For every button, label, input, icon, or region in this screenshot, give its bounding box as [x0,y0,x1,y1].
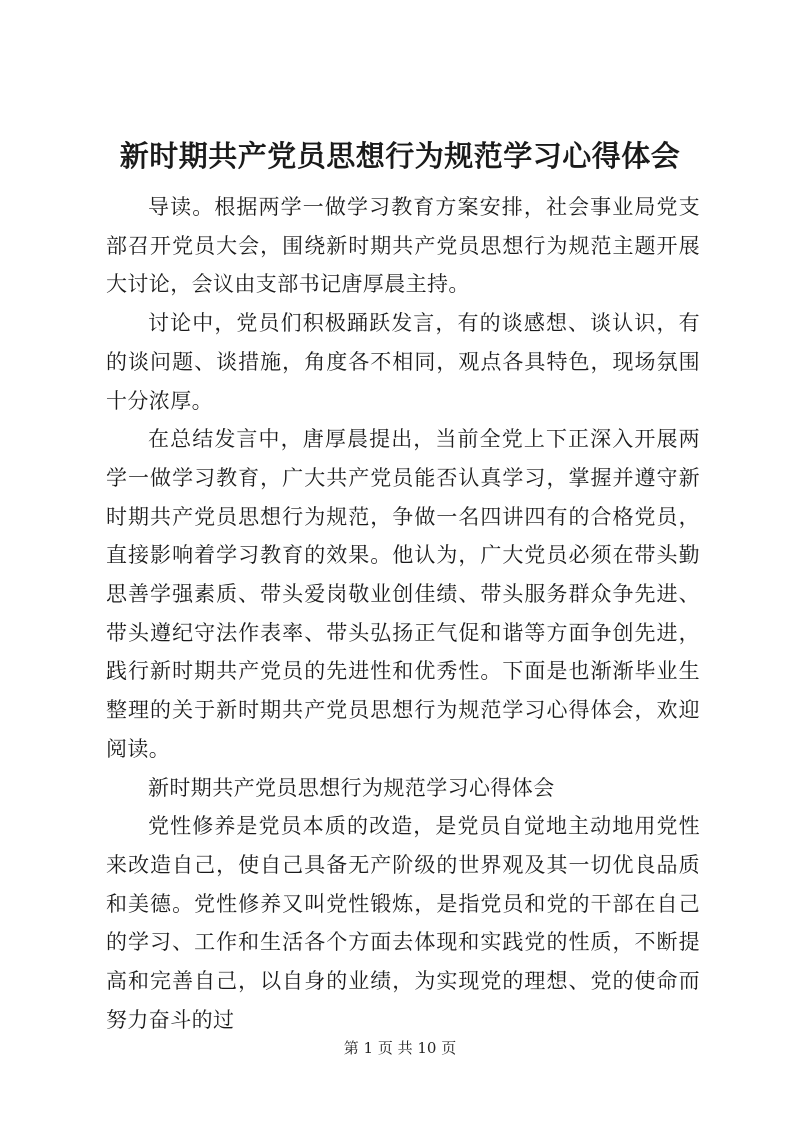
paragraph-party-spirit: 党性修养是党员本质的改造，是党员自觉地主动地用党性来改造自己，使自己具备无产阶级的世界观及其一切优良品质和美德。党性修养又叫党性锻炼，是指党员和党的干部在自己的学习、工作和生活各个方面去体现和实践党的性质，不断提高和完善自己，以自身的业绩，为实现党的理想、党的使命而努力奋斗的过 [106,814,700,1032]
document-body [106,188,700,1039]
paragraph-discussion: 讨论中，党员们积极踊跃发言，有的谈感想、谈认识，有的谈问题、谈措施，角度各不相同，观点各具特色，现场氛围十分浓厚。 [106,311,700,413]
paragraph-summary: 在总结发言中，唐厚晨提出，当前全党上下正深入开展两学一做学习教育，广大共产党员能否认真学习，掌握并遵守新时期共产党员思想行为规范，争做一名四讲四有的合格党员，直接影响着学习教育的效果。他认为，广大党员必须在带头勤思善学强素质、带头爱岗敬业创佳绩、带头服务群众争先进、带头遵纪守法作表率、带头弘扬正气促和谐等方面争创先进，践行新时期共产党员的先进性和优秀性。下面是也渐渐毕业生整理的关于新时期共产党员思想行为规范学习心得体会，欢迎阅读。 [106,427,700,761]
page-number: 第 1 页 共 10 页 [343,1039,457,1057]
section-heading: 新时期共产党员思想行为规范学习心得体会 [148,775,555,800]
document-title: 新时期共产党员思想行为规范学习心得体会 [119,139,681,173]
paragraph-intro: 导读。根据两学一做学习教育方案安排，社会事业局党支部召开党员大会，围绕新时期共产党员思想行为规范主题开展大讨论，会议由支部书记唐厚晨主持。 [106,195,700,297]
